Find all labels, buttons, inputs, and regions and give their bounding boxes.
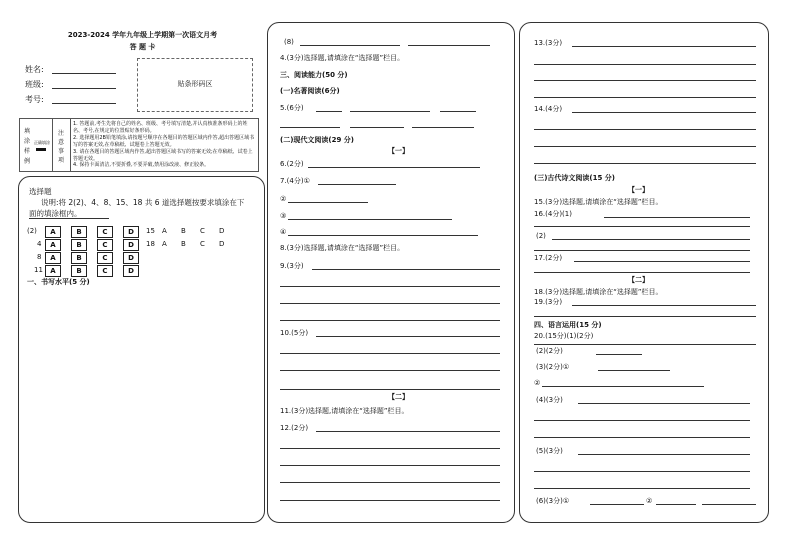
option-c[interactable]: C	[97, 265, 113, 277]
q20-6b-label: ②	[646, 497, 653, 505]
q16b-label: (2)	[536, 232, 546, 240]
attention-3: 事	[58, 148, 65, 155]
answer-line[interactable]	[534, 250, 750, 251]
exam-subtitle: 答 题 卡	[129, 43, 156, 51]
option-c[interactable]: C	[97, 226, 113, 238]
q20-label: 20.(15分)(1)(2分)	[534, 332, 594, 340]
answer-line[interactable]	[280, 286, 500, 287]
answer-line[interactable]	[534, 163, 756, 164]
option-d[interactable]: D	[219, 240, 225, 248]
option-d[interactable]: D	[123, 239, 139, 251]
answer-line[interactable]	[280, 127, 340, 128]
q18-label: 18.(3分)选择题,请填涂在“选择题”栏目。	[534, 288, 663, 296]
answer-line[interactable]	[316, 111, 342, 112]
answer-line[interactable]	[572, 46, 756, 47]
answer-panel-middle	[267, 22, 515, 523]
class-label: 班级:	[25, 80, 44, 89]
answer-line[interactable]	[280, 448, 500, 449]
choice-desc-1: 说明:将 2(2)、4、8、15、18 共 6 道选择题按要求填涂在下	[41, 198, 245, 207]
answer-line[interactable]	[308, 167, 480, 168]
fill-label-3: 样	[24, 148, 31, 155]
filled-sample-icon	[36, 148, 46, 151]
name-field[interactable]	[52, 73, 116, 74]
id-label: 考号:	[25, 95, 44, 104]
choice-row-num: 8	[37, 253, 42, 261]
barcode-area	[137, 58, 253, 112]
q7-item-2: ②	[280, 195, 287, 203]
answer-line[interactable]	[534, 146, 756, 147]
q20-2-label: (2)(2分)	[536, 347, 563, 355]
note-1: 1. 答题前,考生先将自己的姓名、班级、考号填写清楚,并认真核准条形码上的姓名、考号,在规定的位置贴好条形码。	[73, 121, 248, 134]
choice-title: 选择题	[29, 187, 52, 196]
answer-line[interactable]	[534, 129, 756, 130]
choice-row-num: (2)	[27, 227, 37, 235]
section-reading-title: 三、阅读能力(50 分)	[280, 71, 348, 79]
part-two-label: 【二】	[388, 393, 409, 401]
answer-line[interactable]	[440, 111, 476, 112]
q7-label: 7.(4分)①	[280, 177, 310, 185]
q12-label: 12.(2分)	[280, 424, 309, 432]
q20-3-label: (3)(2分)①	[536, 363, 570, 371]
answer-line[interactable]	[534, 488, 750, 489]
q15-label: 15.(3分)选择题,请填涂在“选择题”栏目。	[534, 198, 663, 206]
option-b[interactable]: B	[71, 226, 87, 238]
option-b[interactable]: B	[181, 240, 186, 248]
name-label: 姓名:	[25, 65, 44, 74]
option-c[interactable]: C	[97, 252, 113, 264]
option-b[interactable]: B	[71, 239, 87, 251]
correct-fill-label: 正确填涂	[34, 140, 50, 145]
option-d[interactable]: D	[123, 252, 139, 264]
option-c[interactable]: C	[200, 240, 205, 248]
subsection-modern-title: (二)现代文阅读(29 分)	[280, 136, 354, 144]
answer-line[interactable]	[542, 386, 704, 387]
note-3: 3. 请在各题目的答题区域内作答,超出答题区域书写的答案无效;在草稿纸、试卷上答题无效。	[73, 149, 253, 162]
q20-6-label: (6)(3分)①	[536, 497, 570, 505]
answer-line[interactable]	[590, 504, 644, 505]
q6-label: 6.(2分)	[280, 160, 304, 168]
answer-line[interactable]	[552, 239, 750, 240]
q10-label: 10.(5分)	[280, 329, 309, 337]
q8-label: (8)	[284, 38, 294, 46]
choice-panel	[18, 176, 265, 523]
answer-line[interactable]	[534, 420, 750, 421]
option-a[interactable]: A	[45, 239, 61, 251]
choice-row-num: 11	[34, 266, 43, 274]
q19-label: 19.(3分)	[534, 298, 563, 306]
answer-line[interactable]	[408, 45, 490, 46]
part-two-label: 【二】	[628, 276, 649, 284]
q8b-label: 8.(3分)选择题,请填涂在“选择题”栏目。	[280, 244, 405, 252]
answer-line[interactable]	[534, 226, 750, 227]
q5-label: 5.(6分)	[280, 104, 304, 112]
answer-line[interactable]	[288, 235, 478, 236]
q14-label: 14.(4分)	[534, 105, 563, 113]
q16-label: 16.(4分)(1)	[534, 210, 572, 218]
section-language-title: 四、语言运用(15 分)	[534, 321, 602, 329]
answer-line[interactable]	[316, 336, 500, 337]
attention-4: 项	[58, 157, 65, 164]
answer-line[interactable]	[534, 437, 750, 438]
q20-3b-label: ②	[534, 379, 541, 387]
q9-label: 9.(3分)	[280, 262, 304, 270]
answer-line[interactable]	[288, 219, 452, 220]
answer-line[interactable]	[280, 389, 500, 390]
answer-line[interactable]	[534, 344, 756, 345]
answer-line[interactable]	[598, 370, 670, 371]
answer-line[interactable]	[280, 500, 500, 501]
answer-line[interactable]	[280, 370, 500, 371]
desc-underline	[29, 218, 109, 219]
divider	[70, 119, 71, 171]
choice-row-num: 15	[146, 227, 155, 235]
id-field[interactable]	[52, 103, 116, 104]
answer-line[interactable]	[574, 261, 750, 262]
answer-line[interactable]	[312, 269, 500, 270]
answer-line[interactable]	[572, 112, 756, 113]
answer-line[interactable]	[412, 127, 474, 128]
q20-5-label: (5)(3分)	[536, 447, 563, 455]
q11-label: 11.(3分)选择题,请填涂在“选择题”栏目。	[280, 407, 409, 415]
answer-panel-right	[519, 22, 769, 523]
answer-line[interactable]	[350, 111, 430, 112]
q20-4-label: (4)(3分)	[536, 396, 563, 404]
q17-label: 17.(2分)	[534, 254, 563, 262]
fill-label-2: 涂	[24, 138, 31, 145]
answer-line[interactable]	[280, 482, 500, 483]
answer-line[interactable]	[534, 80, 756, 81]
q13-label: 13.(3分)	[534, 39, 563, 47]
option-b[interactable]: B	[181, 227, 186, 235]
subsection-classics-title: (一)名著阅读(6分)	[280, 87, 340, 95]
section-writing-title: 一、书写水平(5 分)	[27, 278, 90, 286]
fill-label-4: 例	[24, 158, 31, 165]
option-d[interactable]: D	[219, 227, 225, 235]
answer-line[interactable]	[280, 353, 500, 354]
fill-example-box	[19, 118, 259, 172]
option-b[interactable]: B	[71, 252, 87, 264]
answer-line[interactable]	[316, 431, 500, 432]
answer-line[interactable]	[534, 272, 750, 273]
option-d[interactable]: D	[123, 226, 139, 238]
divider	[52, 119, 53, 171]
answer-line[interactable]	[578, 454, 750, 455]
option-c[interactable]: C	[200, 227, 205, 235]
option-a[interactable]: A	[162, 227, 167, 235]
answer-line[interactable]	[534, 97, 756, 98]
exam-title: 2023-2024 学年九年级上学期第一次语文月考	[67, 31, 218, 39]
note-4: 4. 保持卡面清洁,不要折叠,不要弄破,禁用涂改液、修正胶条。	[73, 162, 210, 168]
choice-desc-2: 面的填涂框内。	[29, 209, 82, 218]
answer-line[interactable]	[534, 471, 750, 472]
attention-1: 注	[58, 130, 65, 137]
note-2: 2. 选择题用2B铅笔填涂,请按题号顺序在各题目的答题区域内作答,超出答题区域书写的答案无效,在草稿纸、试题卷上答题无效。	[73, 135, 255, 148]
answer-line[interactable]	[604, 217, 750, 218]
answer-line[interactable]	[596, 354, 642, 355]
answer-line[interactable]	[702, 504, 756, 505]
option-a[interactable]: A	[162, 240, 167, 248]
q4-label: 4.(3分)选择题,请填涂在“选择题”栏目。	[280, 54, 405, 62]
answer-line[interactable]	[280, 465, 500, 466]
answer-line[interactable]	[318, 184, 396, 185]
answer-line[interactable]	[656, 504, 696, 505]
answer-line[interactable]	[280, 303, 500, 304]
option-c[interactable]: C	[97, 239, 113, 251]
barcode-label: 贴条形码区	[177, 80, 213, 88]
answer-line[interactable]	[578, 403, 750, 404]
option-a[interactable]: A	[45, 265, 61, 277]
option-a[interactable]: A	[45, 226, 61, 238]
answer-line[interactable]	[534, 316, 756, 317]
option-b[interactable]: B	[71, 265, 87, 277]
answer-line[interactable]	[350, 127, 404, 128]
option-d[interactable]: D	[123, 265, 139, 277]
part-one-label: 【一】	[628, 186, 649, 194]
answer-line[interactable]	[534, 64, 756, 65]
answer-line[interactable]	[300, 45, 400, 46]
option-a[interactable]: A	[45, 252, 61, 264]
class-field[interactable]	[52, 88, 116, 89]
choice-row-num: 4	[37, 240, 42, 248]
q7-item-4: ④	[280, 228, 287, 236]
answer-line[interactable]	[280, 320, 500, 321]
q7-item-3: ③	[280, 212, 287, 220]
part-one-label: 【一】	[388, 147, 409, 155]
answer-line[interactable]	[572, 305, 756, 306]
choice-row-num: 18	[146, 240, 155, 248]
answer-line[interactable]	[288, 202, 368, 203]
fill-label-1: 填	[24, 128, 31, 135]
attention-2: 意	[58, 139, 65, 146]
section-ancient-title: (三)古代诗文阅读(15 分)	[534, 174, 615, 182]
